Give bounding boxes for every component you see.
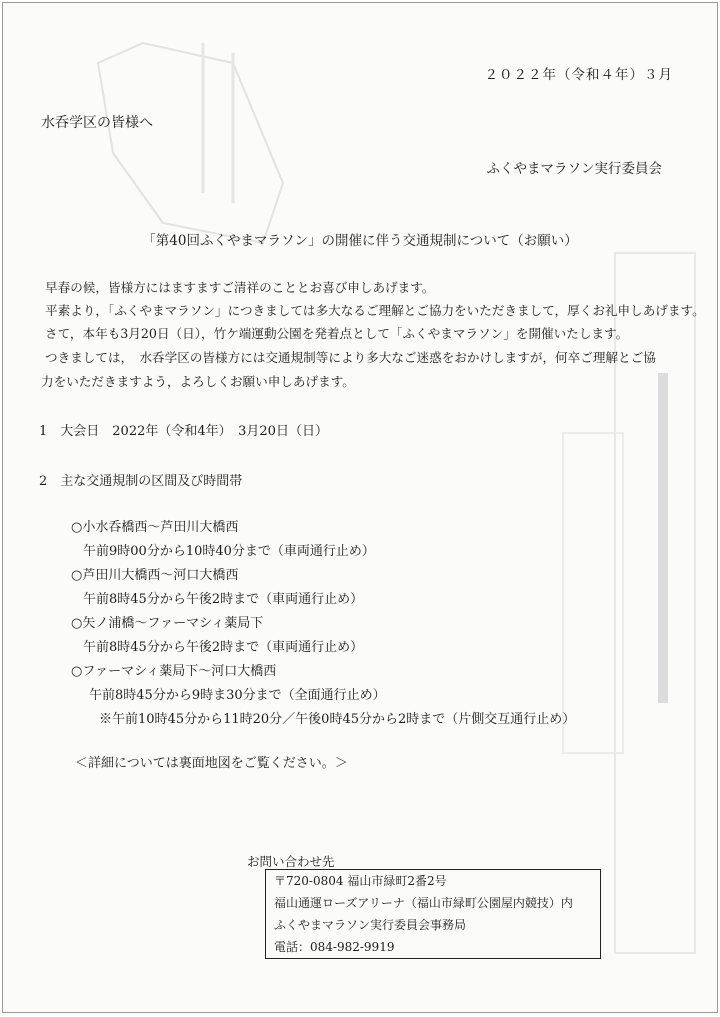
regulation-section: ○矢ノ浦橋～ファーマシィ薬局下 bbox=[71, 616, 264, 631]
regulation-section: ○芦田川大橋西～河口大橋西 bbox=[71, 568, 239, 583]
map-note: ＜詳細については裏面地図をご覧ください。＞ bbox=[75, 756, 348, 771]
contact-phone: 電話：084-982-9919 bbox=[274, 940, 395, 954]
contact-address: 〒720-0804 福山市緑町2番2号 bbox=[274, 874, 447, 888]
body-paragraph: つきましては， 水呑学区の皆様方には交通規制等により多大なご迷惑をおかけしますが，何卒ご理解とご協 bbox=[45, 350, 656, 365]
regulation-time: 午前9時00分から10時40分まで（車両通行止め） bbox=[83, 544, 375, 559]
contact-box bbox=[265, 869, 601, 959]
body-paragraph: 平素より，「ふくやまマラソン」につきましては多大なるご理解とご協力をいただきまして，厚くお礼申しあげます。 bbox=[45, 303, 705, 318]
regulation-note: ※午前10時45分から11時20分／午後0時45分から2時まで（片側交互通行止め） bbox=[99, 712, 576, 727]
regulation-time: 午前8時45分から午後2時まで（車両通行止め） bbox=[83, 592, 364, 607]
regulation-time: 午前8時45分から9時ま30分まで（全面通行止め） bbox=[89, 688, 386, 703]
contact-venue: 福山通運ローズアリーナ（福山市緑町公園屋内競技）内 bbox=[274, 896, 573, 910]
regulations-heading: 2 主な交通規制の区間及び時間帯 bbox=[39, 474, 243, 489]
body-paragraph: 力をいただきますよう，よろしくお願い申しあげます。 bbox=[41, 374, 355, 389]
issue-date: ２０２２年（令和４年）３月 bbox=[484, 67, 673, 83]
regulation-time: 午前8時45分から午後2時まで（車両通行止め） bbox=[83, 640, 364, 655]
document-title: 「第40回ふくやまマラソン」の開催に伴う交通規制について（お願い） bbox=[142, 233, 578, 249]
contact-office: ふくやまマラソン実行委員会事務局 bbox=[274, 918, 467, 932]
notice-page bbox=[2, 2, 718, 1013]
body-paragraph: 早春の候，皆様方にはますますご清祥のこととお喜び申しあげます。 bbox=[45, 280, 435, 295]
addressee: 水呑学区の皆様へ bbox=[41, 115, 153, 131]
show-through-graphic bbox=[3, 3, 718, 1013]
contact-label: お問い合わせ先 bbox=[247, 854, 335, 869]
regulation-section: ○ファーマシィ薬局下～河口大橋西 bbox=[71, 664, 277, 679]
body-paragraph: さて，本年も3月20日（日），竹ケ端運動公園を発着点として「ふくやまマラソン」を開催いたします。 bbox=[45, 326, 629, 341]
sender-name: ふくやまマラソン実行委員会 bbox=[486, 161, 662, 177]
regulation-section: ○小水呑橋西～芦田川大橋西 bbox=[71, 520, 239, 535]
event-day: 1 大会日 2022年（令和4年） 3月20日（日） bbox=[39, 424, 328, 439]
